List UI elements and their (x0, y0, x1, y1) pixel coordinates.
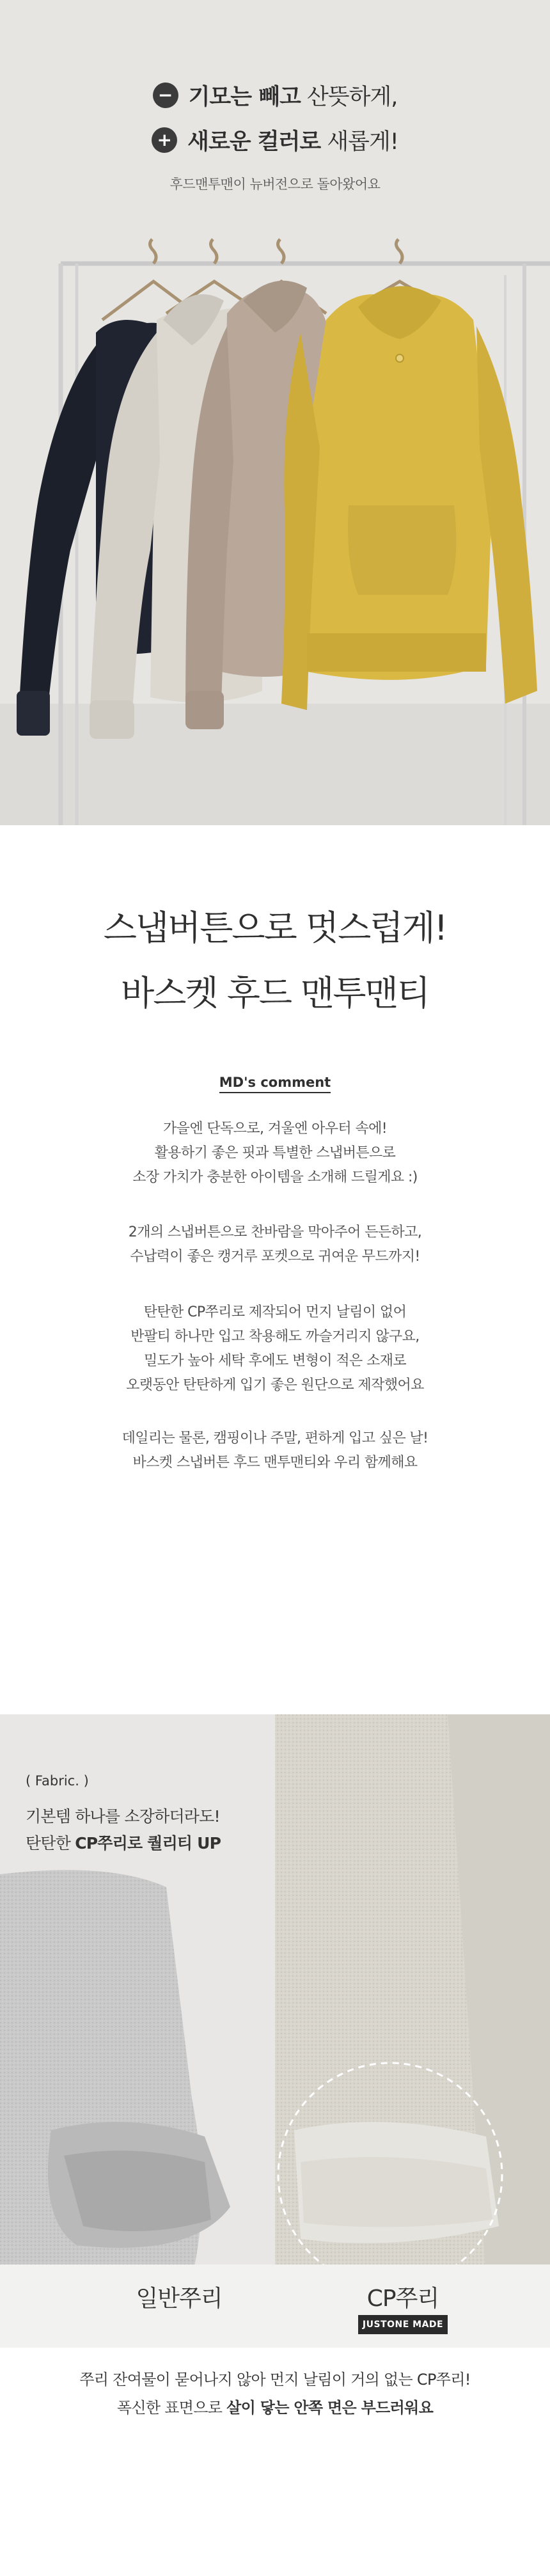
product-title-line-2: 바스켓 후드 맨투맨티 (121, 973, 429, 1013)
regular-fabric-label: 일반쭈리 (136, 2286, 223, 2312)
plus-icon: + (152, 127, 177, 153)
hero-line-1-rest: 산뜻하게, (300, 84, 398, 110)
comment-paragraph-2: 2개의 스냅버튼으로 찬바람을 막아주어 든든하고, 수납력이 좋은 캥거루 포켓으로 귀여운 무드까지! (128, 1224, 422, 1265)
product-title-line-1: 스냅버튼으로 멋스럽게! (103, 908, 447, 948)
hero-line-1 (0, 79, 550, 111)
hero-line-2-bold: 새로운 컬러로 (187, 129, 321, 155)
cp-fabric-label: CP쭈리 (366, 2286, 439, 2312)
fabric-tag: ( Fabric. ) (26, 1773, 89, 1789)
justone-made-badge: JUSTONE MADE (358, 2315, 448, 2334)
hero-subtitle: 후드맨투맨이 뉴버전으로 돌아왔어요 (169, 177, 381, 192)
fabric-line-2: 탄탄한 CP쭈리로 퀄리티 UP (26, 1834, 221, 1853)
fabric-line-1: 기본템 하나를 소장하더라도! (26, 1807, 220, 1826)
hero-line-2 (0, 124, 550, 156)
hero-section (0, 0, 550, 825)
minus-icon: − (153, 83, 178, 108)
hero-line-2-rest: 새롭게! (320, 129, 398, 155)
fabric-section (0, 1714, 550, 2482)
comment-paragraph-1: 가을엔 단독으로, 겨울엔 아우터 속에! 활용하기 좋은 핏과 특별한 스냅버튼으로 소장 가치가 충분한 아이템을 소개해 드릴게요 :) (132, 1121, 418, 1185)
fabric-bottom-line-2: 폭신한 표면으로 살이 닿는 안쪽 면은 부드러워요 (116, 2399, 434, 2417)
hero-line-1-bold: 기모는 빼고 (188, 84, 301, 110)
fabric-bottom-line-1: 쭈리 잔여물이 묻어나지 않아 먼지 날림이 거의 없는 CP쭈리! (79, 2371, 471, 2389)
md-comment-heading: MD's comment (0, 1075, 550, 1090)
comment-paragraph-4: 데일리는 물론, 캠핑이나 주말, 편하게 입고 싶은 날! 바스켓 스냅버튼 후드 맨투맨티와 우리 함께해요 (122, 1430, 428, 1471)
comment-paragraph-3: 탄탄한 CP쭈리로 제작되어 먼지 날림이 없어 반팔티 하나만 입고 착용해도 까슬거리지 않구요, 밀도가 높아 세탁 후에도 변형이 적은 소재로 오랫동안 탄탄하게 입기 좋은 원단으로 제작했어요 (126, 1304, 424, 1393)
